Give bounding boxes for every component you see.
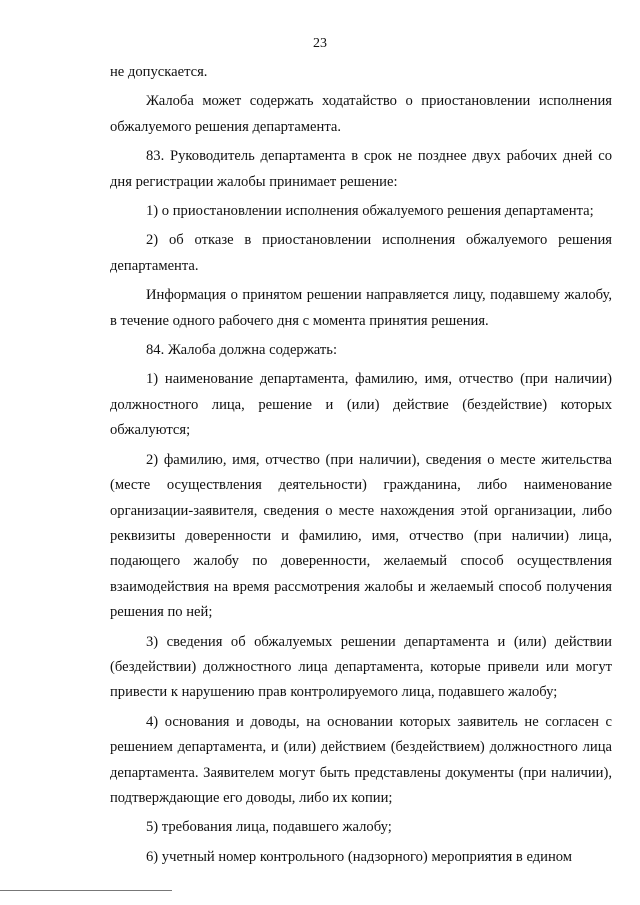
paragraph-decision-info: Информация о принятом решении направляется лицу, подавшему жалобу, в течение одного рабочего дня с момента принятия решения. bbox=[110, 287, 612, 329]
paragraph-84-item-1: 1) наименование департамента, фамилию, имя, отчество (при наличии) должностного лица, решение и (или) действие (бездействие) которых обжалуются; bbox=[110, 371, 612, 439]
footer-rule bbox=[0, 890, 172, 891]
paragraph-84-item-2: 2) фамилию, имя, отчество (при наличии), сведения о месте жительства (месте осуществления деятельности) гражданина, либо наименование организации-заявителя, сведения о месте нахождения этой организации, либо реквизиты доверенности и фамилию, имя, отчество (при наличии) лица, подающего жалобу по доверенности, желаемый способ осуществления взаимодействия на время рассмотрения жалобы и желаемый способ получения решения по ней; bbox=[110, 451, 612, 621]
paragraph-84: 84. Жалоба должна содержать: bbox=[146, 342, 337, 359]
paragraph-83: 83. Руководитель департамента в срок не позднее двух рабочих дней со дня регистрации жалобы принимает решение: bbox=[110, 148, 612, 190]
paragraph-petition: Жалоба может содержать ходатайство о приостановлении исполнения обжалуемого решения департамента. bbox=[110, 93, 612, 135]
paragraph-83-item-1: 1) о приостановлении исполнения обжалуемого решения департамента; bbox=[146, 203, 594, 220]
page-number: 23 bbox=[313, 36, 327, 51]
paragraph-84-item-5: 5) требования лица, подавшего жалобу; bbox=[146, 819, 392, 836]
paragraph-84-item-4: 4) основания и доводы, на основании которых заявитель не согласен с решением департамента, и (или) действием (бездействием) должностного лица департамента. Заявителем могут быть представлены документы (при наличии), подтверждающие его доводы, либо их копии; bbox=[110, 713, 612, 806]
paragraph-84-item-6: 6) учетный номер контрольного (надзорного) мероприятия в едином bbox=[146, 848, 573, 865]
document-body bbox=[110, 60, 612, 874]
paragraph-84-item-3: 3) сведения об обжалуемых решении департамента и (или) действии (бездействии) должностного лица департамента, которые привели или могут привести к нарушению прав контролируемого лица, подавшего жалобу; bbox=[110, 633, 612, 701]
paragraph-83-item-2: 2) об отказе в приостановлении исполнения обжалуемого решения департамента. bbox=[110, 232, 612, 274]
paragraph-continuation: не допускается. bbox=[110, 64, 208, 80]
